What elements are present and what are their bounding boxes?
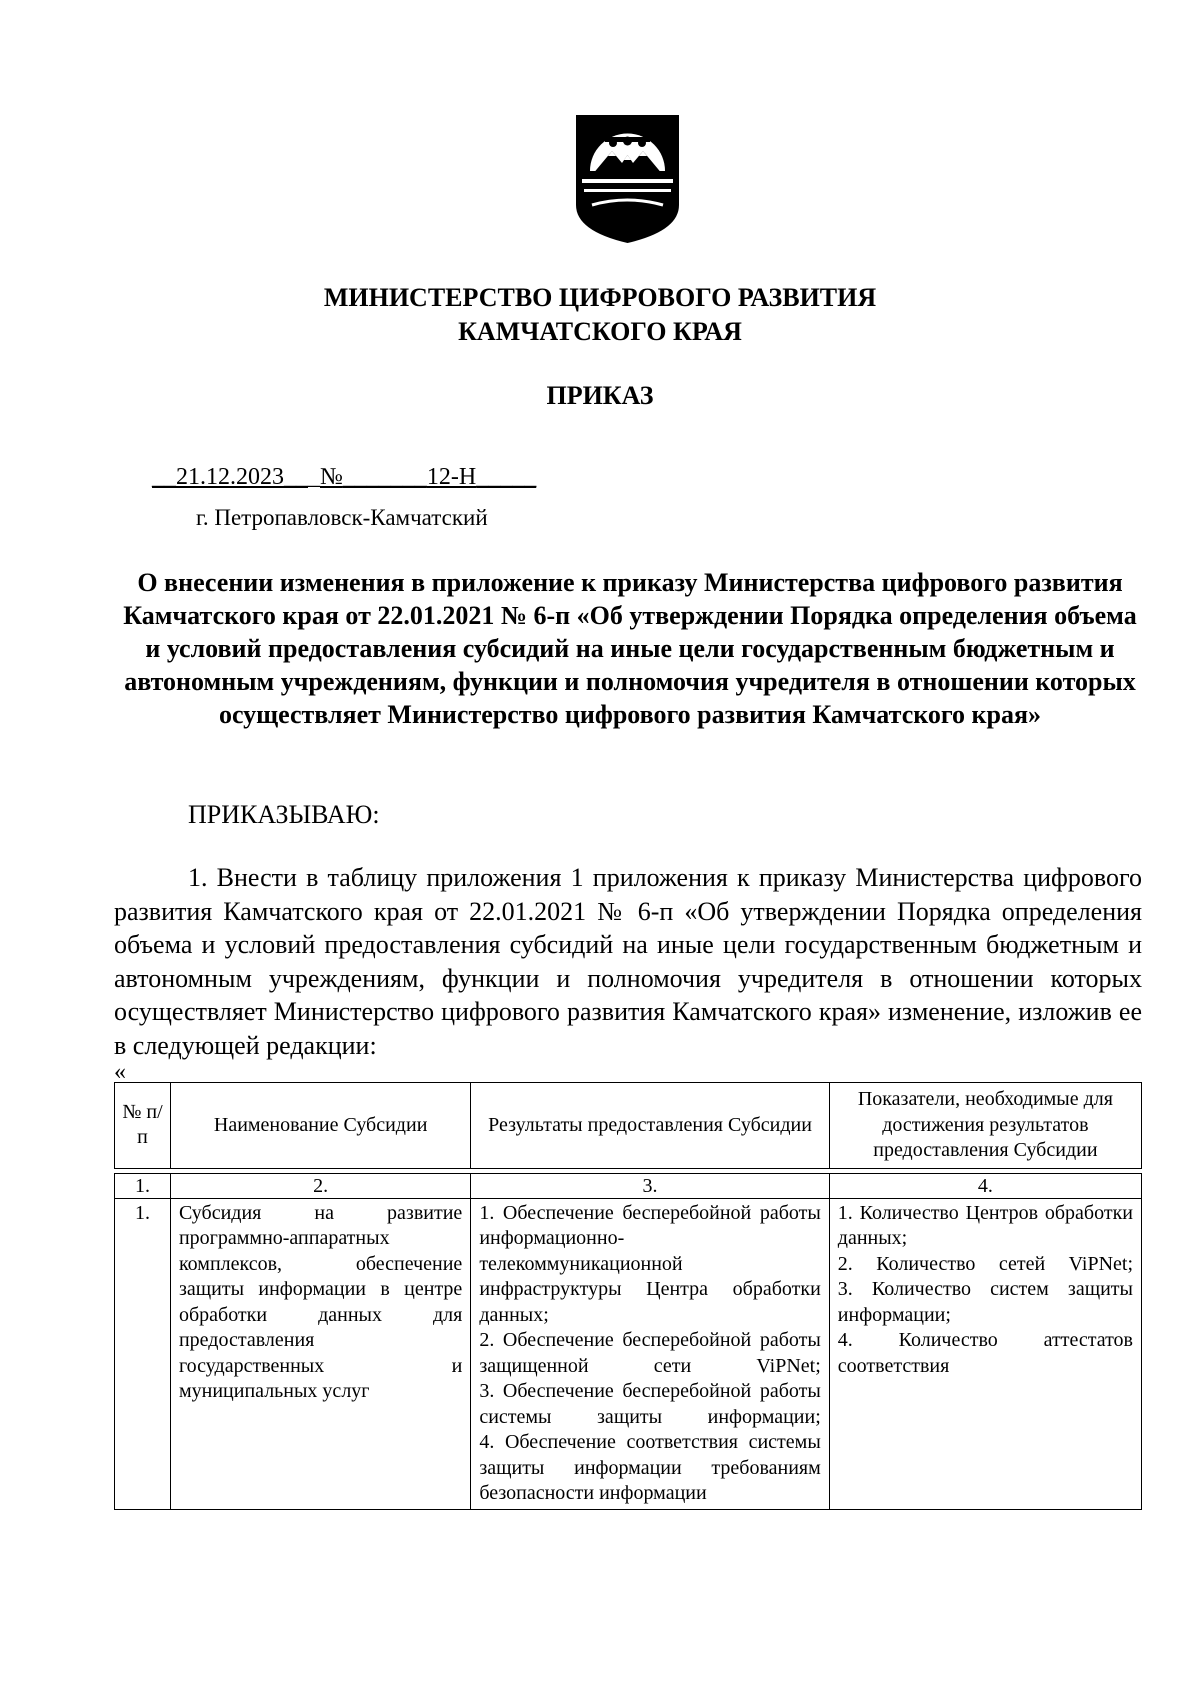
ministry-name-line2: КАМЧАТСКОГО КРАЯ [458,317,742,346]
header-num: № п/п [115,1083,171,1169]
order-word: ПРИКАЗЫВАЮ: [188,800,380,829]
subsidy-table [114,1082,1142,1510]
header-results: Результаты предоставления Субсидии [471,1083,829,1169]
indicator-item: 2. Количество сетей ViPNet; [837,1252,1133,1275]
open-quote: « [114,1059,126,1085]
ministry-name [0,281,1200,349]
row-num: 1. [115,1198,171,1509]
city: г. Петропавловск-Камчатский [196,505,488,530]
document-date: 21.12.2023 [176,464,284,490]
result-item: 3. Обеспечение бесперебойной работы системы защиты информации; [479,1380,821,1428]
document-type: ПРИКАЗ [546,381,654,410]
row-results [471,1198,829,1509]
column-numbers-row [115,1173,1142,1198]
result-item: 4. Обеспечение соответствия системы защиты информации требованиям безопасности информации [479,1431,821,1504]
indicator-item: 4. Количество аттестатов соответствия [837,1329,1133,1377]
column-number: 4. [829,1173,1141,1198]
number-sign: № [320,464,343,490]
kamchatka-coat-of-arms-icon [572,113,683,244]
ministry-name-line1: МИНИСТЕРСТВО ЦИФРОВОГО РАЗВИТИЯ [323,283,877,312]
row-name: Субсидия на развитие программно-аппаратных комплексов, обеспечение защиты информации в центре обработки данных для предоставления государственных и муниципальных услуг [170,1198,470,1509]
indicator-item: 1. Количество Центров обработки данных; [837,1201,1133,1249]
indicator-item: 3. Количество систем защиты информации; [837,1278,1133,1326]
paragraph-1: 1. Внести в таблицу приложения 1 приложения к приказу Министерства цифрового развития Камчатского края от 22.01.2021 № 6-п «Об утверждении Порядка определения объема и условий предоставления субсидий на иные цели государственным бюджетным и автономным учреждениям, функции и полномочия учредителя в отношении которых осуществляет Министерство цифрового развития Камчатского края» изменение, изложив ее в следующей редакции: [114,863,1142,1060]
document-title: О внесении изменения в приложение к приказу Министерства цифрового развития Камчатского края от 22.01.2021 № 6-п «Об утверждении Порядка определения объема и условий предоставления субсидий на иные цели государственным бюджетным и автономным учреждениям, функции и полномочия учредителя в отношении которых осуществляет Министерство цифрового развития Камчатского края» [123,568,1137,729]
header-indicators: Показатели, необходимые для достижения результатов предоставления Субсидии [829,1083,1141,1169]
result-item: 1. Обеспечение бесперебойной работы информационно-телекоммуникационной инфраструктуры Центра обработки данных; [479,1201,821,1326]
registration-line: __21.12.2023___№_______12-Н_____ [152,464,537,490]
row-indicators [829,1198,1141,1509]
column-number: 3. [471,1173,829,1198]
table-header-row [115,1083,1142,1169]
column-number: 2. [170,1173,470,1198]
header-name: Наименование Субсидии [170,1083,470,1169]
table-row [115,1198,1142,1509]
column-number: 1. [115,1173,171,1198]
document-number: 12-Н [426,464,477,490]
result-item: 2. Обеспечение бесперебойной работы защищенной сети ViPNet; [479,1329,821,1377]
